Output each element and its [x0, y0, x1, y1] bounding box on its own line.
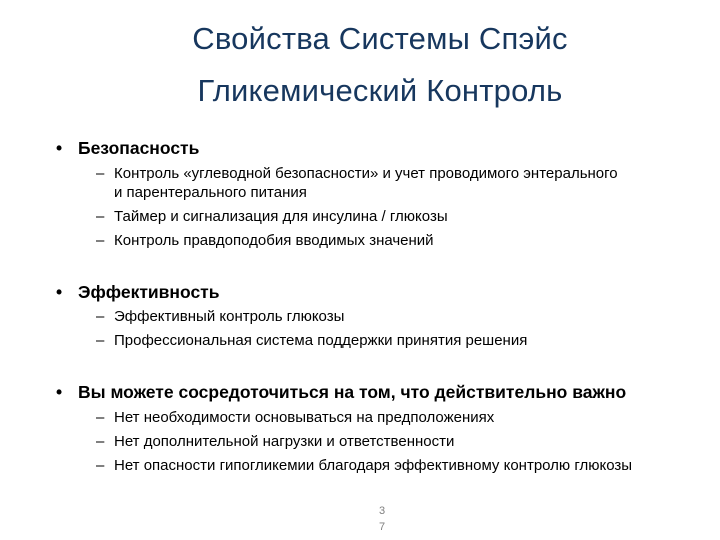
dash-icon: –: [96, 433, 105, 450]
list-item: [96, 408, 696, 427]
list-item: [96, 207, 696, 226]
section-heading-text: Безопасность: [78, 138, 200, 158]
slide-title-line-1: Свойства Системы Спэйс: [192, 21, 568, 56]
list-item-text: Нет необходимости основываться на предположениях: [114, 409, 495, 426]
section-heading-focus: [56, 381, 626, 403]
bullet-icon: •: [56, 138, 63, 158]
slide-title-line-2: Гликемический Контроль: [197, 73, 563, 108]
list-item-text: Таймер и сигнализация для инсулина / глюкозы: [114, 208, 448, 225]
list-item: [96, 164, 626, 202]
list-item-text: Эффективный контроль глюкозы: [114, 308, 345, 325]
list-item-text: Контроль «углеводной безопасности» и учет проводимого энтерального и парентерального питания: [114, 165, 618, 201]
section-heading-text: Вы можете сосредоточиться на том, что действительно важно: [78, 382, 627, 402]
list-item: [96, 331, 696, 350]
dash-icon: –: [96, 208, 105, 225]
dash-icon: –: [96, 165, 105, 182]
section-heading-safety: [56, 137, 199, 159]
dash-icon: –: [96, 332, 105, 349]
dash-icon: –: [96, 409, 105, 426]
dash-icon: –: [96, 232, 105, 249]
dash-icon: –: [96, 457, 105, 474]
list-item-text: Контроль правдоподобия вводимых значений: [114, 232, 434, 249]
list-item-text: Нет дополнительной нагрузки и ответственности: [114, 433, 455, 450]
bullet-icon: •: [56, 382, 63, 402]
page-number: [376, 503, 388, 535]
list-item: [96, 307, 696, 326]
dash-icon: –: [96, 308, 105, 325]
list-item: [96, 231, 696, 250]
section-heading-efficiency: [56, 281, 220, 303]
bullet-icon: •: [56, 282, 63, 302]
page-number-line-1: 3: [378, 505, 386, 517]
list-item-text: Нет опасности гипогликемии благодаря эффективному контролю глюкозы: [114, 457, 633, 474]
list-item-text: Профессиональная система поддержки принятия решения: [114, 332, 528, 349]
list-item: [96, 456, 686, 475]
list-item: [96, 432, 696, 451]
page-number-line-2: 7: [378, 521, 386, 533]
section-heading-text: Эффективность: [78, 282, 220, 302]
